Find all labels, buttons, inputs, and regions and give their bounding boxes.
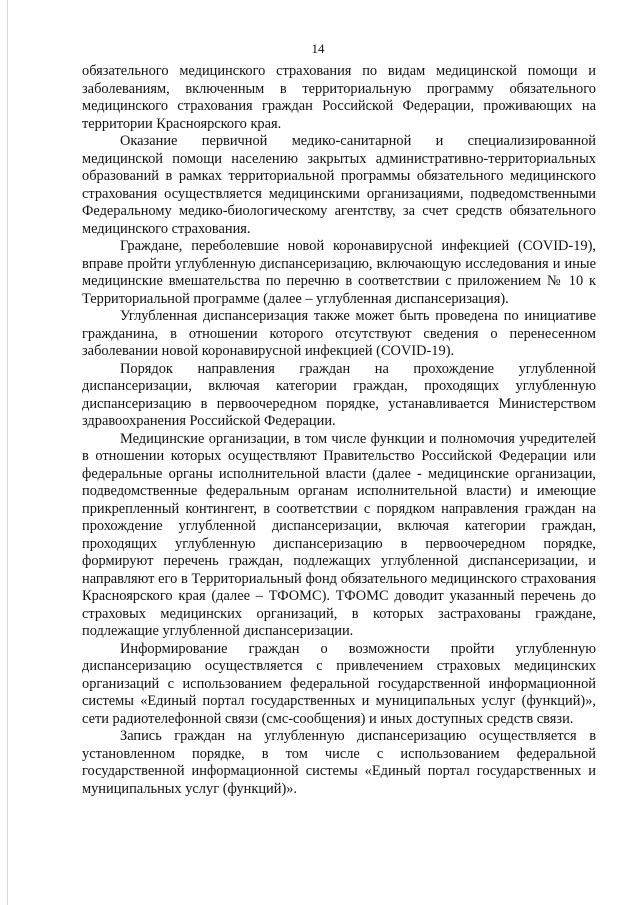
page-number: 14 [311, 41, 325, 56]
paragraph-zato-medical-care: Оказание первичной медико-санитарной и специализированной медицинской помощи населению закрытых административно-территориальных образований в рамках территориальной программы обязательного медицинского страхования осуществляется медицинскими организациями, подведомственными Федеральному медико-биологическому агентству, за счет средств обязательного медицинского страхования. [82, 133, 596, 237]
document-body [82, 63, 596, 798]
paragraph-covid-recovered-right: Граждане, переболевшие новой коронавирусной инфекцией (COVID-19), вправе пройти углубленную диспансеризацию, включающую исследования и иные медицинские вмешательства по перечню в соответствии с приложением № 10 к Территориальной программе (далее – углубленная диспансеризация). [82, 238, 596, 307]
paragraph-continuation: обязательного медицинского страхования по видам медицинской помощи и заболеваниям, включенным в территориальную программу обязательного медицинского страхования граждан Российской Федерации, проживающих на территории Красноярского края. [82, 63, 596, 132]
scan-edge-line [7, 0, 8, 905]
paragraph-citizen-informing: Информирование граждан о возможности пройти углубленную диспансеризацию осуществляется с привлечением страховых медицинских организаций с использованием федеральной государственной информационной системы «Единый портал государственных и муниципальных услуг (функций)», сети радиотелефонной связи (смс-сообщения) и иных доступных средств связи. [82, 640, 596, 727]
paragraph-medical-organizations-list: Медицинские организации, в том числе функции и полномочия учредителей в отношении которых осуществляют Правительство Российской Федерации или федеральные органы исполнительной власти (далее - медицинские организации, подведомственные федеральным органам исполнительной власти) и имеющие прикрепленный контингент, в соответствии с порядком направления граждан на прохождение углубленной диспансеризации, включая категории граждан, проходящих углубленную диспансеризацию в первоочередном порядке, формируют перечень граждан, подлежащих углубленной диспансеризации, и направляют его в Территориальный фонд обязательного медицинского страхования Красноярского края (далее – ТФОМС). ТФОМС доводит указанный перечень до страховых медицинских организаций, в которых застрахованы граждане, подлежащие углубленной диспансеризации. [82, 430, 596, 639]
paragraph-appointment-booking: Запись граждан на углубленную диспансеризацию осуществляется в установленном порядке, в том числе с использованием федеральной государственной информационной системы «Единый портал государственных и муниципальных услуг (функций)». [82, 728, 596, 797]
paragraph-citizen-initiative: Углубленная диспансеризация также может быть проведена по инициативе гражданина, в отношении которого отсутствуют сведения о перенесенном заболевании новой коронавирусной инфекцией (COVID-19). [82, 308, 596, 359]
paragraph-referral-procedure: Порядок направления граждан на прохождение углубленной диспансеризации, включая категории граждан, проходящих углубленную диспансеризацию в первоочередном порядке, устанавливается Министерством здравоохранения Российской Федерации. [82, 360, 596, 429]
